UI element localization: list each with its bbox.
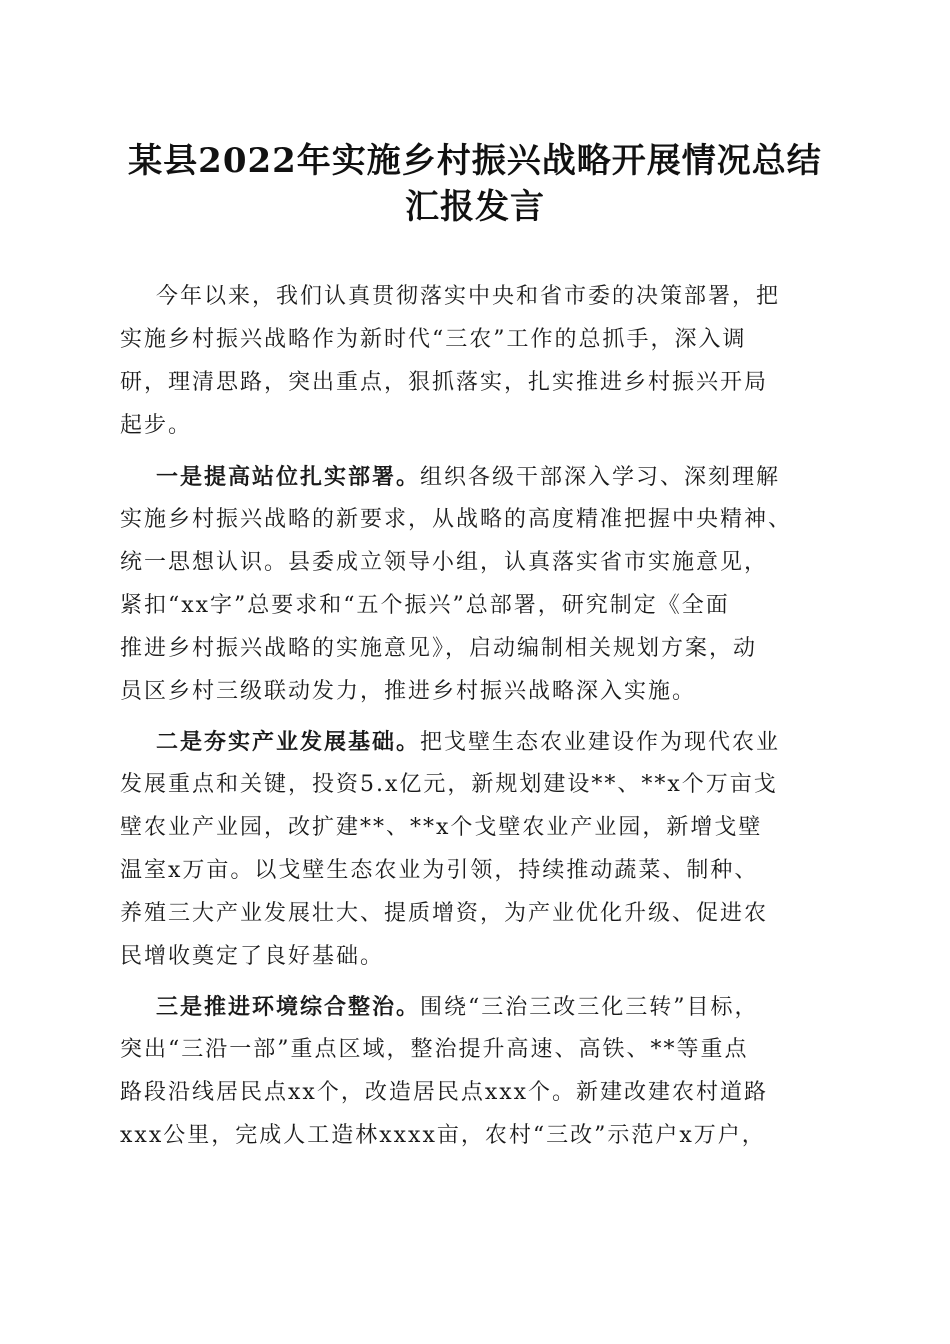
section-text: 组织各级干部深入学习、深刻理解 [420,465,781,490]
section-lead-heading: 二是夯实产业发展基础。 [156,729,421,755]
text-line: 实施乡村振兴战略作为新时代“三农”工作的总抓手，深入调 [120,327,747,352]
document-title-line-1: 某县2022年实施乡村振兴战略开展情况总结 [128,141,822,181]
text-line: 起步。 [120,413,193,438]
text-line: 壁农业产业园，改扩建**、**x个戈壁农业产业园，新增戈壁 [120,815,763,840]
text-line: xxx公里，完成人工造林xxxx亩，农村“三改”示范户x万户， [120,1123,766,1148]
document-title-line-2: 汇报发言 [405,187,545,227]
text-line [120,462,780,493]
text-line: 实施乡村振兴战略的新要求，从战略的高度精准把握中央精神、 [120,507,793,532]
text-line: 研，理清思路，突出重点，狠抓落实，扎实推进乡村振兴开局 [120,370,769,395]
text-line: 紧扣“xx字”总要求和“五个振兴”总部署，研究制定《全面 [120,593,730,618]
section-text: 把戈壁生态农业建设作为现代农业 [420,730,781,755]
text-line: 发展重点和关键，投资5.x亿元，新规划建设**、**x个万亩戈 [120,772,778,797]
text-line: 路段沿线居民点xx个，改造居民点xxx个。新建改建农村道路 [120,1080,769,1105]
text-line [120,727,780,758]
text-line: 温室x万亩。以戈壁生态农业为引领，持续推动蔬菜、制种、 [120,858,759,883]
text-line: 突出“三沿一部”重点区域，整治提升高速、高铁、**等重点 [120,1037,749,1062]
text-line: 养殖三大产业发展壮大、提质增资，为产业优化升级、促进农 [120,901,769,926]
text-line: 今年以来，我们认真贯彻落实中央和省市委的决策部署，把 [156,284,781,309]
section-text: 围绕“三治三改三化三转”目标， [420,995,759,1020]
text-line: 统一思想认识。县委成立领导小组，认真落实省市实施意见， [120,550,769,575]
text-line: 民增收奠定了良好基础。 [120,944,385,969]
section-lead-heading: 一是提高站位扎实部署。 [156,464,421,490]
text-line: 推进乡村振兴战略的实施意见》，启动编制相关规划方案，动 [120,636,758,661]
text-line: 员区乡村三级联动发力，推进乡村振兴战略深入实施。 [120,679,697,704]
text-line [120,992,759,1023]
section-lead-heading: 三是推进环境综合整治。 [156,994,421,1020]
